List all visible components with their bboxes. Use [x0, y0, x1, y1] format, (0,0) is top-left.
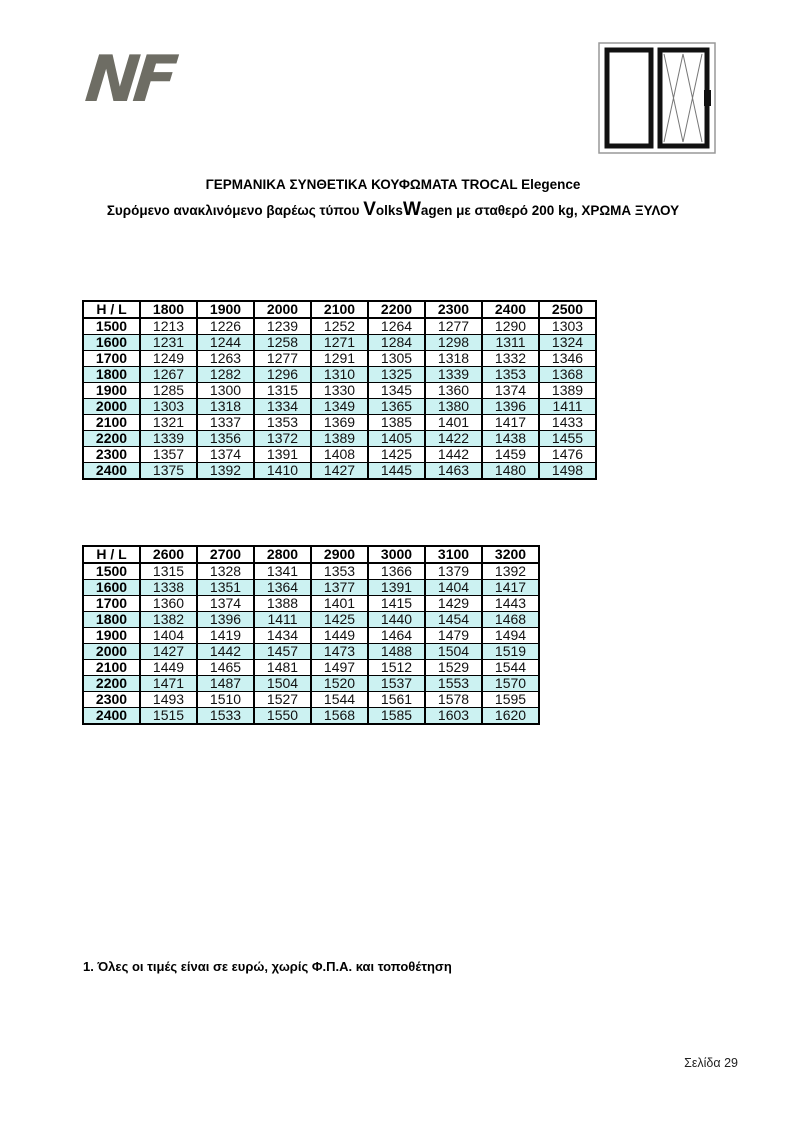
price-cell: 1263: [197, 351, 254, 367]
price-cell: 1298: [425, 335, 482, 351]
price-cell: 1339: [140, 431, 197, 447]
price-cell: 1291: [311, 351, 368, 367]
price-cell: 1374: [482, 383, 539, 399]
price-cell: 1341: [254, 563, 311, 580]
price-cell: 1334: [254, 399, 311, 415]
table-row: [83, 415, 596, 431]
row-header: 1800: [83, 367, 140, 383]
price-cell: 1374: [197, 447, 254, 463]
price-table-1800-2500: [82, 300, 597, 480]
table-row: [83, 644, 539, 660]
price-cell: 1389: [539, 383, 596, 399]
page-number: Σελίδα 29: [684, 1056, 738, 1070]
price-cell: 1360: [140, 596, 197, 612]
price-cell: 1595: [482, 692, 539, 708]
price-cell: 1455: [539, 431, 596, 447]
price-cell: 1315: [254, 383, 311, 399]
column-header: 1900: [197, 301, 254, 318]
row-header: 1900: [83, 383, 140, 399]
price-cell: 1465: [197, 660, 254, 676]
row-header: 1600: [83, 580, 140, 596]
price-cell: 1442: [197, 644, 254, 660]
price-cell: 1527: [254, 692, 311, 708]
price-cell: 1544: [482, 660, 539, 676]
table-row: [83, 580, 539, 596]
price-cell: 1481: [254, 660, 311, 676]
price-cell: 1408: [311, 447, 368, 463]
subtitle-prefix: Συρόμενο ανακλινόμενο βαρέως τύπου: [106, 203, 364, 218]
price-cell: 1411: [539, 399, 596, 415]
price-cell: 1468: [482, 612, 539, 628]
price-cell: 1519: [482, 644, 539, 660]
price-cell: 1388: [254, 596, 311, 612]
price-cell: 1349: [311, 399, 368, 415]
tilt-turn-window-icon: [598, 42, 716, 154]
price-cell: 1239: [254, 318, 311, 335]
price-cell: 1401: [425, 415, 482, 431]
price-cell: 1325: [368, 367, 425, 383]
price-cell: 1520: [311, 676, 368, 692]
price-cell: 1533: [197, 708, 254, 725]
row-header: 2300: [83, 692, 140, 708]
price-cell: 1479: [425, 628, 482, 644]
price-cell: 1463: [425, 463, 482, 480]
price-cell: 1510: [197, 692, 254, 708]
price-cell: 1377: [311, 580, 368, 596]
price-cell: 1380: [425, 399, 482, 415]
page-subtitle: [0, 199, 786, 222]
table-row: [83, 596, 539, 612]
price-cell: 1550: [254, 708, 311, 725]
price-cell: 1310: [311, 367, 368, 383]
column-header: 3000: [368, 546, 425, 563]
price-cell: 1231: [140, 335, 197, 351]
price-cell: 1330: [311, 383, 368, 399]
row-header: 1700: [83, 596, 140, 612]
table-row: [83, 399, 596, 415]
column-header: 2000: [254, 301, 311, 318]
price-cell: 1537: [368, 676, 425, 692]
price-cell: 1443: [482, 596, 539, 612]
price-cell: 1315: [140, 563, 197, 580]
price-cell: 1328: [197, 563, 254, 580]
price-cell: 1438: [482, 431, 539, 447]
price-cell: 1374: [197, 596, 254, 612]
price-footnote: 1. Όλες οι τιμές είναι σε ευρώ, χωρίς Φ.Π.Α. και τοποθέτηση: [83, 959, 452, 974]
row-header: 2300: [83, 447, 140, 463]
price-cell: 1487: [197, 676, 254, 692]
price-cell: 1213: [140, 318, 197, 335]
price-cell: 1285: [140, 383, 197, 399]
price-cell: 1396: [482, 399, 539, 415]
price-cell: 1417: [482, 580, 539, 596]
row-header: 2000: [83, 644, 140, 660]
price-cell: 1515: [140, 708, 197, 725]
price-cell: 1226: [197, 318, 254, 335]
price-cell: 1553: [425, 676, 482, 692]
price-cell: 1471: [140, 676, 197, 692]
price-cell: 1318: [197, 399, 254, 415]
price-cell: 1459: [482, 447, 539, 463]
brand-letter-w: W: [402, 199, 421, 220]
price-cell: 1392: [197, 463, 254, 480]
price-cell: 1433: [539, 415, 596, 431]
price-cell: 1620: [482, 708, 539, 725]
price-cell: 1258: [254, 335, 311, 351]
row-header: 1600: [83, 335, 140, 351]
price-cell: 1440: [368, 612, 425, 628]
table-row: [83, 628, 539, 644]
price-cell: 1365: [368, 399, 425, 415]
table-row: [83, 367, 596, 383]
table-row: [83, 692, 539, 708]
price-cell: 1449: [140, 660, 197, 676]
column-header: 2600: [140, 546, 197, 563]
row-header: 2100: [83, 660, 140, 676]
price-cell: 1249: [140, 351, 197, 367]
price-cell: 1392: [482, 563, 539, 580]
price-cell: 1337: [197, 415, 254, 431]
column-header: 3200: [482, 546, 539, 563]
price-cell: 1345: [368, 383, 425, 399]
price-cell: 1422: [425, 431, 482, 447]
row-header: 1500: [83, 563, 140, 580]
price-cell: 1379: [425, 563, 482, 580]
price-cell: 1404: [140, 628, 197, 644]
subtitle-suffix: με σταθερό 200 kg, ΧΡΩΜΑ ΞΥΛΟΥ: [452, 203, 680, 218]
column-header: 3100: [425, 546, 482, 563]
price-cell: 1332: [482, 351, 539, 367]
brand-text-agen: agen: [420, 203, 453, 218]
price-cell: 1425: [368, 447, 425, 463]
price-cell: 1512: [368, 660, 425, 676]
price-cell: 1356: [197, 431, 254, 447]
price-cell: 1427: [140, 644, 197, 660]
table-row: [83, 431, 596, 447]
column-header: 2100: [311, 301, 368, 318]
table-row: [83, 708, 539, 725]
price-cell: 1277: [425, 318, 482, 335]
price-cell: 1305: [368, 351, 425, 367]
price-cell: 1244: [197, 335, 254, 351]
column-header: 1800: [140, 301, 197, 318]
column-header: 2900: [311, 546, 368, 563]
row-header: 1900: [83, 628, 140, 644]
price-cell: 1311: [482, 335, 539, 351]
price-cell: 1454: [425, 612, 482, 628]
price-cell: 1417: [482, 415, 539, 431]
price-cell: 1271: [311, 335, 368, 351]
table-row: [83, 660, 539, 676]
header-row: [83, 301, 596, 318]
price-cell: 1494: [482, 628, 539, 644]
price-cell: 1427: [311, 463, 368, 480]
price-cell: 1284: [368, 335, 425, 351]
price-table-2600-3200: [82, 545, 540, 725]
price-cell: 1476: [539, 447, 596, 463]
corner-header: H / L: [83, 546, 140, 563]
price-cell: 1498: [539, 463, 596, 480]
price-cell: 1419: [197, 628, 254, 644]
price-cell: 1568: [311, 708, 368, 725]
price-cell: 1303: [539, 318, 596, 335]
table-row: [83, 447, 596, 463]
row-header: 1800: [83, 612, 140, 628]
price-cell: 1445: [368, 463, 425, 480]
table-row: [83, 335, 596, 351]
price-cell: 1457: [254, 644, 311, 660]
table-row: [83, 351, 596, 367]
price-cell: 1324: [539, 335, 596, 351]
price-cell: 1382: [140, 612, 197, 628]
column-header: 2200: [368, 301, 425, 318]
price-cell: 1360: [425, 383, 482, 399]
column-header: 2700: [197, 546, 254, 563]
price-cell: 1488: [368, 644, 425, 660]
price-cell: 1282: [197, 367, 254, 383]
price-cell: 1252: [311, 318, 368, 335]
price-cell: 1603: [425, 708, 482, 725]
price-cell: 1321: [140, 415, 197, 431]
price-cell: 1267: [140, 367, 197, 383]
price-cell: 1529: [425, 660, 482, 676]
price-cell: 1339: [425, 367, 482, 383]
price-cell: 1415: [368, 596, 425, 612]
price-cell: 1544: [311, 692, 368, 708]
price-cell: 1504: [254, 676, 311, 692]
column-header: 2300: [425, 301, 482, 318]
table-row: [83, 563, 539, 580]
price-cell: 1357: [140, 447, 197, 463]
price-cell: 1300: [197, 383, 254, 399]
price-cell: 1364: [254, 580, 311, 596]
price-cell: 1504: [425, 644, 482, 660]
price-cell: 1346: [539, 351, 596, 367]
price-cell: 1480: [482, 463, 539, 480]
price-cell: 1442: [425, 447, 482, 463]
brand-text-olks: olks: [375, 203, 403, 218]
price-cell: 1464: [368, 628, 425, 644]
table-row: [83, 318, 596, 335]
header-row: [83, 546, 539, 563]
price-cell: 1410: [254, 463, 311, 480]
price-cell: 1351: [197, 580, 254, 596]
price-cell: 1473: [311, 644, 368, 660]
price-cell: 1277: [254, 351, 311, 367]
table-row: [83, 463, 596, 480]
table-row: [83, 676, 539, 692]
price-cell: 1497: [311, 660, 368, 676]
row-header: 2200: [83, 676, 140, 692]
price-cell: 1389: [311, 431, 368, 447]
price-cell: 1296: [254, 367, 311, 383]
price-cell: 1404: [425, 580, 482, 596]
price-cell: 1353: [254, 415, 311, 431]
row-header: 2400: [83, 463, 140, 480]
nf-logo: NF: [82, 43, 176, 117]
price-cell: 1561: [368, 692, 425, 708]
price-cell: 1493: [140, 692, 197, 708]
row-header: 2400: [83, 708, 140, 725]
price-cell: 1375: [140, 463, 197, 480]
price-cell: 1338: [140, 580, 197, 596]
row-header: 1700: [83, 351, 140, 367]
brand-letter-v: V: [363, 199, 376, 220]
column-header: 2500: [539, 301, 596, 318]
price-cell: 1318: [425, 351, 482, 367]
table-row: [83, 612, 539, 628]
price-cell: 1353: [311, 563, 368, 580]
price-cell: 1290: [482, 318, 539, 335]
price-cell: 1391: [254, 447, 311, 463]
price-cell: 1434: [254, 628, 311, 644]
price-cell: 1396: [197, 612, 254, 628]
price-cell: 1385: [368, 415, 425, 431]
page-title: ΓΕΡΜΑΝΙΚΑ ΣΥΝΘΕΤΙΚΑ ΚΟΥΦΩΜΑΤΑ TROCAL Elegence: [205, 177, 581, 192]
price-cell: 1405: [368, 431, 425, 447]
price-cell: 1369: [311, 415, 368, 431]
price-cell: 1449: [311, 628, 368, 644]
row-header: 2000: [83, 399, 140, 415]
column-header: 2400: [482, 301, 539, 318]
price-cell: 1372: [254, 431, 311, 447]
price-cell: 1391: [368, 580, 425, 596]
price-cell: 1578: [425, 692, 482, 708]
price-cell: 1303: [140, 399, 197, 415]
price-cell: 1585: [368, 708, 425, 725]
column-header: 2800: [254, 546, 311, 563]
price-cell: 1368: [539, 367, 596, 383]
price-cell: 1401: [311, 596, 368, 612]
row-header: 2100: [83, 415, 140, 431]
corner-header: H / L: [83, 301, 140, 318]
price-cell: 1411: [254, 612, 311, 628]
price-cell: 1425: [311, 612, 368, 628]
table-row: [83, 383, 596, 399]
price-cell: 1353: [482, 367, 539, 383]
price-cell: 1570: [482, 676, 539, 692]
price-cell: 1264: [368, 318, 425, 335]
row-header: 2200: [83, 431, 140, 447]
price-cell: 1429: [425, 596, 482, 612]
price-cell: 1366: [368, 563, 425, 580]
row-header: 1500: [83, 318, 140, 335]
